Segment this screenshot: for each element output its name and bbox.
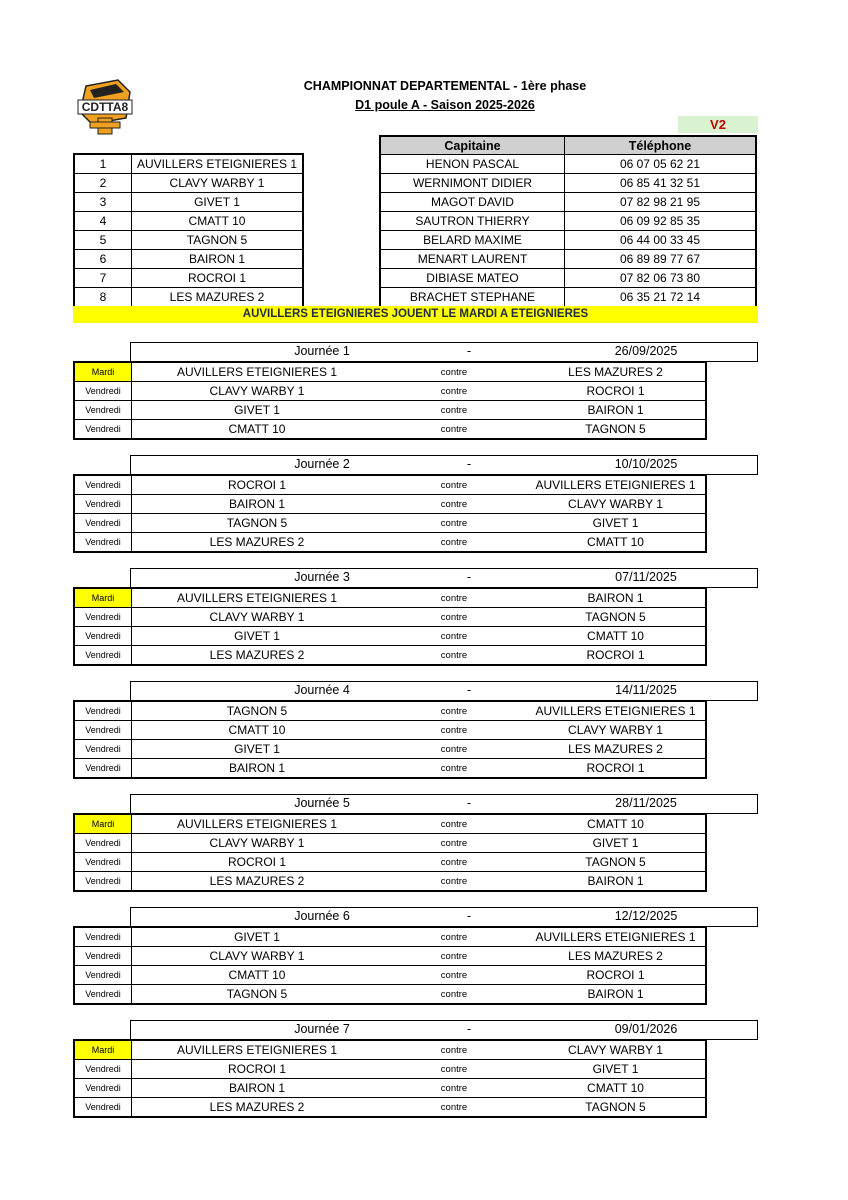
- round-games-table: [73, 700, 707, 779]
- captain-name: MAGOT DAVID: [380, 193, 565, 212]
- round-dash: -: [467, 570, 472, 584]
- away-team: AUVILLERS ETEIGNIERES 1: [526, 701, 706, 721]
- away-team: CLAVY WARBY 1: [526, 721, 706, 740]
- round-dash: -: [467, 1022, 472, 1036]
- team-name: TAGNON 5: [132, 231, 304, 250]
- home-team: AUVILLERS ETEIGNIERES 1: [132, 1040, 383, 1060]
- round-label: Journée 4: [294, 683, 350, 697]
- logo-text: CDTTA8: [81, 100, 129, 114]
- page-subtitle: D1 poule A - Saison 2025-2026: [355, 98, 535, 112]
- round-header: [130, 1020, 758, 1040]
- home-team: CLAVY WARBY 1: [132, 382, 383, 401]
- team-name: AUVILLERS ETEIGNIERES 1: [132, 154, 304, 174]
- versus-label: contre: [382, 872, 526, 892]
- match-row: [74, 1098, 706, 1118]
- home-team: GIVET 1: [132, 740, 383, 759]
- match-row: [74, 1060, 706, 1079]
- captain-row: [380, 155, 756, 174]
- home-team: LES MAZURES 2: [132, 533, 383, 553]
- match-day: Vendredi: [74, 382, 132, 401]
- versus-label: contre: [382, 834, 526, 853]
- team-number: 8: [74, 288, 132, 308]
- round-date: 26/09/2025: [614, 344, 678, 358]
- home-team: ROCROI 1: [132, 1060, 383, 1079]
- team-row: [74, 193, 303, 212]
- team-number: 7: [74, 269, 132, 288]
- captain-row: [380, 250, 756, 269]
- home-team: GIVET 1: [132, 927, 383, 947]
- home-team: LES MAZURES 2: [132, 646, 383, 666]
- round-date: 28/11/2025: [615, 796, 677, 810]
- match-row: [74, 853, 706, 872]
- round-header: [130, 681, 758, 701]
- away-team: BAIRON 1: [526, 985, 706, 1005]
- captain-phone: 06 07 05 62 21: [565, 155, 757, 174]
- team-name: CLAVY WARBY 1: [132, 174, 304, 193]
- match-day: Vendredi: [74, 401, 132, 420]
- round-games-table: [73, 361, 707, 440]
- round-label: Journée 6: [294, 909, 350, 923]
- match-row: [74, 701, 706, 721]
- match-day: Vendredi: [74, 701, 132, 721]
- away-team: BAIRON 1: [526, 401, 706, 420]
- versus-label: contre: [382, 362, 526, 382]
- away-team: LES MAZURES 2: [526, 947, 706, 966]
- captain-phone: 07 82 98 21 95: [565, 193, 757, 212]
- versus-label: contre: [382, 420, 526, 440]
- away-team: GIVET 1: [526, 1060, 706, 1079]
- away-team: BAIRON 1: [526, 872, 706, 892]
- versus-label: contre: [382, 495, 526, 514]
- versus-label: contre: [382, 1098, 526, 1118]
- match-day: Mardi: [74, 362, 132, 382]
- away-team: CMATT 10: [526, 814, 706, 834]
- captain-name: DIBIASE MATEO: [380, 269, 565, 288]
- team-row: [74, 231, 303, 250]
- match-row: [74, 1079, 706, 1098]
- match-row: [74, 401, 706, 420]
- round-header: [130, 342, 758, 362]
- versus-label: contre: [382, 1079, 526, 1098]
- round-games-table: [73, 1039, 707, 1118]
- match-row: [74, 514, 706, 533]
- versus-label: contre: [382, 514, 526, 533]
- round-date: 10/10/2025: [614, 457, 678, 471]
- away-team: BAIRON 1: [526, 588, 706, 608]
- round-date: 14/11/2025: [615, 683, 677, 697]
- match-row: [74, 872, 706, 892]
- away-team: TAGNON 5: [526, 608, 706, 627]
- away-team: ROCROI 1: [526, 646, 706, 666]
- away-team: ROCROI 1: [526, 759, 706, 779]
- away-team: TAGNON 5: [526, 853, 706, 872]
- match-day: Vendredi: [74, 608, 132, 627]
- team-row: [74, 288, 303, 308]
- round-date: 07/11/2025: [615, 570, 677, 584]
- match-day: Vendredi: [74, 947, 132, 966]
- versus-label: contre: [382, 947, 526, 966]
- match-day: Vendredi: [74, 1079, 132, 1098]
- captain-phone: 06 44 00 33 45: [565, 231, 757, 250]
- match-row: [74, 985, 706, 1005]
- round-games-table: [73, 587, 707, 666]
- captain-row: [380, 231, 756, 250]
- round-header: [130, 794, 758, 814]
- team-number: 1: [74, 154, 132, 174]
- round-dash: -: [467, 796, 472, 810]
- captains-table: [379, 135, 757, 308]
- match-day: Vendredi: [74, 853, 132, 872]
- home-team: CMATT 10: [132, 721, 383, 740]
- versus-label: contre: [382, 588, 526, 608]
- home-team: LES MAZURES 2: [132, 1098, 383, 1118]
- captain-name: BRACHET STEPHANE: [380, 288, 565, 308]
- round-header: [130, 568, 758, 588]
- match-row: [74, 814, 706, 834]
- match-day: Vendredi: [74, 927, 132, 947]
- match-day: Mardi: [74, 588, 132, 608]
- info-banner: AUVILLERS ETEIGNIERES JOUENT LE MARDI A ETEIGNIERES: [73, 306, 758, 323]
- match-row: [74, 420, 706, 440]
- team-number: 2: [74, 174, 132, 193]
- match-row: [74, 588, 706, 608]
- team-name: BAIRON 1: [132, 250, 304, 269]
- match-day: Vendredi: [74, 759, 132, 779]
- versus-label: contre: [382, 646, 526, 666]
- team-name: GIVET 1: [132, 193, 304, 212]
- match-row: [74, 533, 706, 553]
- match-row: [74, 475, 706, 495]
- match-day: Vendredi: [74, 514, 132, 533]
- match-row: [74, 608, 706, 627]
- away-team: GIVET 1: [526, 834, 706, 853]
- home-team: GIVET 1: [132, 627, 383, 646]
- versus-label: contre: [382, 627, 526, 646]
- captain-name: HENON PASCAL: [380, 155, 565, 174]
- match-day: Vendredi: [74, 966, 132, 985]
- away-team: TAGNON 5: [526, 420, 706, 440]
- captain-column-header: Capitaine: [380, 136, 565, 155]
- away-team: LES MAZURES 2: [526, 362, 706, 382]
- match-row: [74, 362, 706, 382]
- away-team: CMATT 10: [526, 533, 706, 553]
- page-title: CHAMPIONNAT DEPARTEMENTAL - 1ère phase: [303, 79, 587, 93]
- versus-label: contre: [382, 1040, 526, 1060]
- match-row: [74, 627, 706, 646]
- away-team: CLAVY WARBY 1: [526, 495, 706, 514]
- team-name: ROCROI 1: [132, 269, 304, 288]
- match-day: Vendredi: [74, 475, 132, 495]
- team-number: 5: [74, 231, 132, 250]
- versus-label: contre: [382, 853, 526, 872]
- round-label: Journée 2: [294, 457, 350, 471]
- versus-label: contre: [382, 759, 526, 779]
- phone-column-header: Téléphone: [565, 136, 757, 155]
- home-team: ROCROI 1: [132, 853, 383, 872]
- match-day: Vendredi: [74, 834, 132, 853]
- versus-label: contre: [382, 608, 526, 627]
- match-row: [74, 1040, 706, 1060]
- home-team: BAIRON 1: [132, 1079, 383, 1098]
- team-name: LES MAZURES 2: [132, 288, 304, 308]
- captain-phone: 06 89 89 77 67: [565, 250, 757, 269]
- round-dash: -: [467, 683, 472, 697]
- match-day: Mardi: [74, 1040, 132, 1060]
- round-games-table: [73, 926, 707, 1005]
- match-day: Vendredi: [74, 1060, 132, 1079]
- match-day: Vendredi: [74, 985, 132, 1005]
- away-team: ROCROI 1: [526, 966, 706, 985]
- home-team: CLAVY WARBY 1: [132, 947, 383, 966]
- versus-label: contre: [382, 814, 526, 834]
- match-day: Vendredi: [74, 646, 132, 666]
- match-row: [74, 947, 706, 966]
- home-team: CMATT 10: [132, 966, 383, 985]
- round-label: Journée 1: [294, 344, 350, 358]
- match-row: [74, 759, 706, 779]
- versus-label: contre: [382, 475, 526, 495]
- home-team: CMATT 10: [132, 420, 383, 440]
- team-row: [74, 154, 303, 174]
- home-team: TAGNON 5: [132, 514, 383, 533]
- home-team: CLAVY WARBY 1: [132, 608, 383, 627]
- team-name: CMATT 10: [132, 212, 304, 231]
- round-date: 12/12/2025: [614, 909, 678, 923]
- round-games-table: [73, 813, 707, 892]
- captain-phone: 06 85 41 32 51: [565, 174, 757, 193]
- round-dash: -: [467, 344, 472, 358]
- home-team: BAIRON 1: [132, 759, 383, 779]
- captain-name: MENART LAURENT: [380, 250, 565, 269]
- versus-label: contre: [382, 985, 526, 1005]
- captain-name: WERNIMONT DIDIER: [380, 174, 565, 193]
- match-day: Vendredi: [74, 533, 132, 553]
- versus-label: contre: [382, 1060, 526, 1079]
- versus-label: contre: [382, 533, 526, 553]
- away-team: LES MAZURES 2: [526, 740, 706, 759]
- versus-label: contre: [382, 382, 526, 401]
- home-team: AUVILLERS ETEIGNIERES 1: [132, 588, 383, 608]
- match-row: [74, 966, 706, 985]
- away-team: TAGNON 5: [526, 1098, 706, 1118]
- home-team: LES MAZURES 2: [132, 872, 383, 892]
- versus-label: contre: [382, 721, 526, 740]
- match-day: Vendredi: [74, 420, 132, 440]
- versus-label: contre: [382, 701, 526, 721]
- match-row: [74, 927, 706, 947]
- home-team: BAIRON 1: [132, 495, 383, 514]
- home-team: AUVILLERS ETEIGNIERES 1: [132, 814, 383, 834]
- away-team: CMATT 10: [526, 627, 706, 646]
- captain-phone: 07 82 06 73 80: [565, 269, 757, 288]
- home-team: TAGNON 5: [132, 985, 383, 1005]
- captain-row: [380, 193, 756, 212]
- team-row: [74, 174, 303, 193]
- away-team: GIVET 1: [526, 514, 706, 533]
- team-number: 3: [74, 193, 132, 212]
- round-games-table: [73, 474, 707, 553]
- match-row: [74, 382, 706, 401]
- captain-name: BELARD MAXIME: [380, 231, 565, 250]
- captain-row: [380, 212, 756, 231]
- away-team: ROCROI 1: [526, 382, 706, 401]
- version-badge: V2: [678, 116, 758, 133]
- match-row: [74, 646, 706, 666]
- round-dash: -: [467, 457, 472, 471]
- teams-table: [73, 153, 304, 308]
- round-date: 09/01/2026: [614, 1022, 678, 1036]
- home-team: TAGNON 5: [132, 701, 383, 721]
- versus-label: contre: [382, 927, 526, 947]
- captain-row: [380, 269, 756, 288]
- round-label: Journée 3: [294, 570, 350, 584]
- match-row: [74, 721, 706, 740]
- match-day: Vendredi: [74, 740, 132, 759]
- match-day: Vendredi: [74, 721, 132, 740]
- club-logo: [74, 78, 136, 136]
- home-team: ROCROI 1: [132, 475, 383, 495]
- away-team: AUVILLERS ETEIGNIERES 1: [526, 927, 706, 947]
- match-day: Vendredi: [74, 627, 132, 646]
- versus-label: contre: [382, 740, 526, 759]
- match-row: [74, 740, 706, 759]
- versus-label: contre: [382, 966, 526, 985]
- home-team: AUVILLERS ETEIGNIERES 1: [132, 362, 383, 382]
- match-day: Vendredi: [74, 1098, 132, 1118]
- match-day: Vendredi: [74, 872, 132, 892]
- round-header: [130, 455, 758, 475]
- match-row: [74, 834, 706, 853]
- round-label: Journée 5: [294, 796, 350, 810]
- away-team: CLAVY WARBY 1: [526, 1040, 706, 1060]
- away-team: AUVILLERS ETEIGNIERES 1: [526, 475, 706, 495]
- captain-row: [380, 288, 756, 308]
- round-label: Journée 7: [294, 1022, 350, 1036]
- captain-name: SAUTRON THIERRY: [380, 212, 565, 231]
- team-row: [74, 269, 303, 288]
- team-row: [74, 212, 303, 231]
- home-team: GIVET 1: [132, 401, 383, 420]
- round-dash: -: [467, 909, 472, 923]
- captain-phone: 06 35 21 72 14: [565, 288, 757, 308]
- round-header: [130, 907, 758, 927]
- team-number: 6: [74, 250, 132, 269]
- match-row: [74, 495, 706, 514]
- match-day: Mardi: [74, 814, 132, 834]
- team-row: [74, 250, 303, 269]
- team-number: 4: [74, 212, 132, 231]
- match-day: Vendredi: [74, 495, 132, 514]
- home-team: CLAVY WARBY 1: [132, 834, 383, 853]
- away-team: CMATT 10: [526, 1079, 706, 1098]
- versus-label: contre: [382, 401, 526, 420]
- captain-row: [380, 174, 756, 193]
- captain-phone: 06 09 92 85 35: [565, 212, 757, 231]
